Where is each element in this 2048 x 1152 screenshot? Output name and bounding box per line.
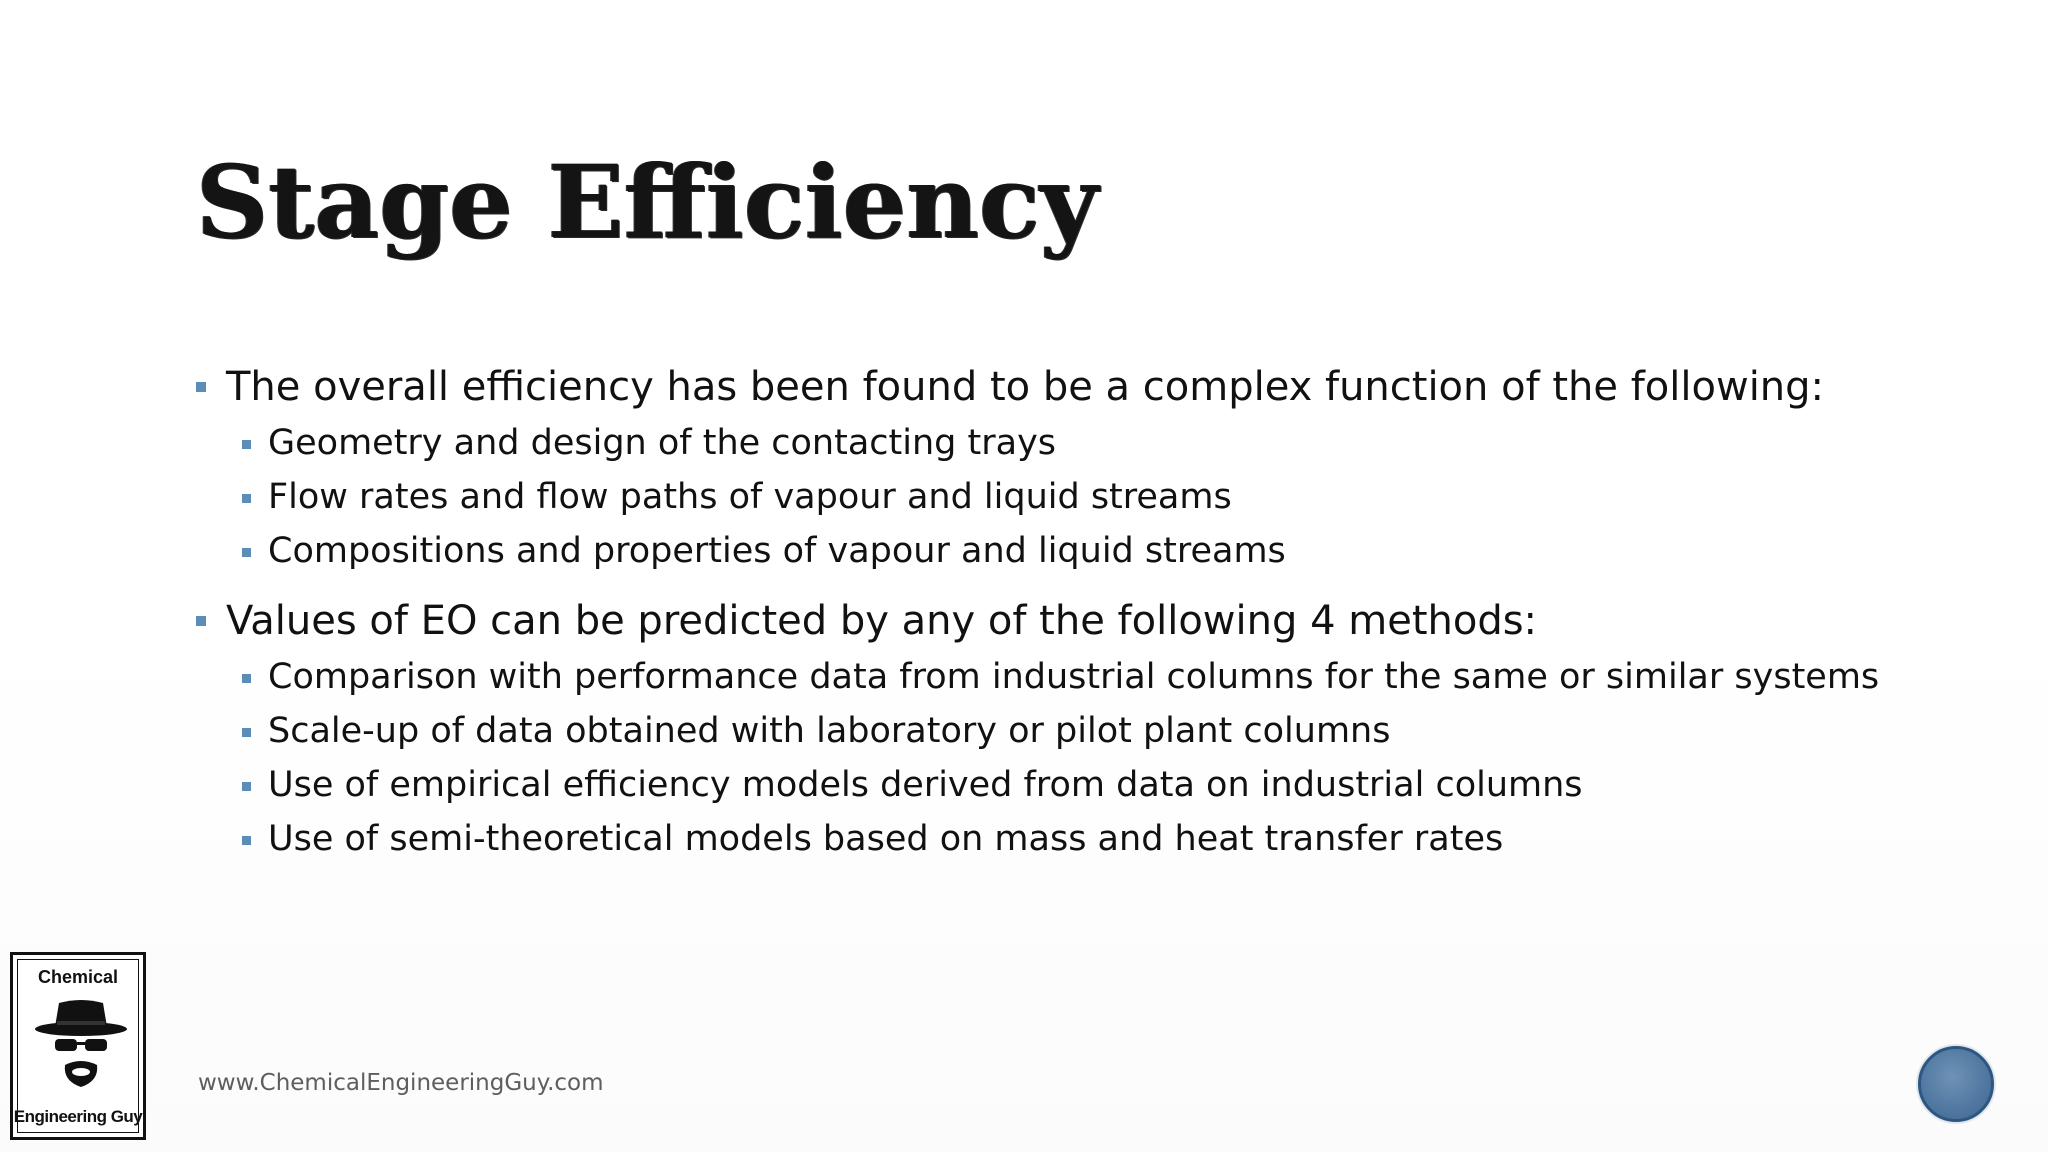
bullet-block-1 [196, 358, 1896, 578]
bullet-level1: Values of EO can be predicted by any of the following 4 methods: [196, 592, 1896, 650]
sub-bullet: Use of empirical efficiency models derived from data on industrial columns [242, 758, 1896, 812]
hat-sunglasses-beard-icon [31, 995, 131, 1095]
logo [10, 952, 146, 1140]
sub-bullet: Geometry and design of the contacting trays [242, 416, 1896, 470]
sub-bullet-list [196, 416, 1896, 578]
sub-bullet: Scale-up of data obtained with laboratory or pilot plant columns [242, 704, 1896, 758]
logo-top-text: Chemical [37, 967, 119, 987]
sub-bullet-list [196, 650, 1896, 866]
logo-bottom-text: Engineering Guy [13, 1107, 143, 1126]
slide-title: Stage Efficiency [196, 143, 1099, 261]
footer-url: www.ChemicalEngineeringGuy.com [198, 1070, 604, 1096]
sub-bullet: Comparison with performance data from industrial columns for the same or similar systems [242, 650, 1896, 704]
bullet-block-2 [196, 592, 1896, 866]
sub-bullet: Flow rates and flow paths of vapour and liquid streams [242, 470, 1896, 524]
slide-content [196, 358, 1896, 880]
sub-bullet: Compositions and properties of vapour and liquid streams [242, 524, 1896, 578]
nav-circle-icon[interactable] [1918, 1046, 1994, 1122]
bullet-level1: The overall efficiency has been found to be a complex function of the following: [196, 358, 1896, 416]
sub-bullet: Use of semi-theoretical models based on mass and heat transfer rates [242, 812, 1896, 866]
